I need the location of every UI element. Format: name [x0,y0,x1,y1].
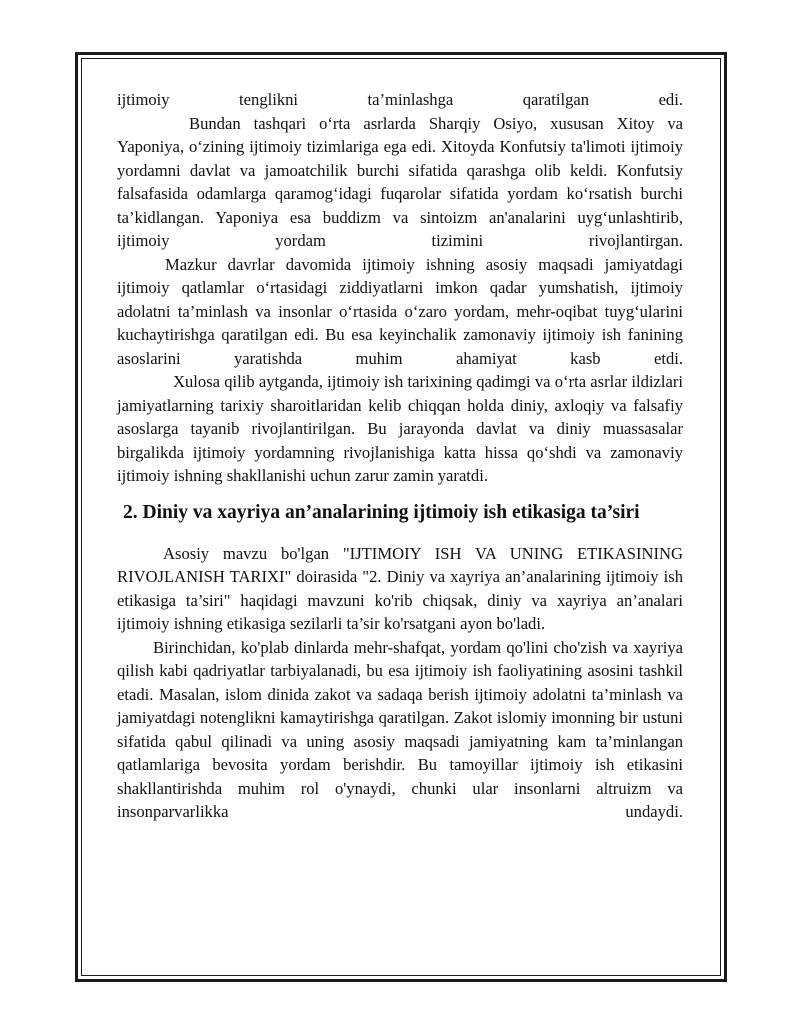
document-body [117,88,683,824]
paragraph-continuation: ijtimoiy tenglikni ta’minlashga qaratilgan edi. [117,90,683,109]
paragraph-firstly: Birinchidan, ko'plab dinlarda mehr-shafqat, yordam qo'lini cho'zish va xayriya qilish kabi qadriyatlar tarbiyalanadi, bu esa ijtimoiy ish faoliyatining asosini tashkil etadi. Masalan, islom dinida zakot va sadaqa berish ijtimoiy adolatni ta’minlash va jamiyatdagi notenglikni kamaytirishga qaratilgan. Zakot islomiy imonning bir ustuni sifatida qabul qilinadi va uning asosiy maqsadi jamiyatning kam ta’minlangan qatlamlariga bevosita yordam berishdir. Bu tamoyillar ijtimoiy ish etikasini shakllantirishda muhim rol o'ynaydi, chunki ular insonlarni altruizm va insonparvarlikka undaydi. [117,637,683,821]
paragraph-purpose: Mazkur davrlar davomida ijtimoiy ishning asosiy maqsadi jamiyatdagi ijtimoiy qatlamlar o‘rtasidagi ziddiyatlarni imkon qadar yumshatish, ijtimoiy adolatni ta’minlash va insonlar o‘rtasida o‘zaro yordam, mehr-oqibat tuyg‘ularini kuchaytirishga qaratilgan edi. Bu esa keyinchalik zamonaviy ijtimoiy ish fanining asoslarini yaratishda muhim ahamiyat kasb etdi. [117,254,683,368]
paragraph-intro: Asosiy mavzu bo'lgan "IJTIMOIY ISH VA UNING ETIKASINING RIVOJLANISH TARIXI" doirasida "2. Diniy va xayriya an’analarining ijtimoiy ish etikasiga ta’siri" haqidagi mavzuni ko'rib chiqsak, diniy va xayriya an’analari ijtimoiy ishning etikasiga sezilarli ta’sir ko'rsatgani ayon bo'ladi. [117,543,683,633]
section-heading: 2. Diniy va xayriya an’analarining ijtimoiy ish etikasiga ta’siri [123,501,640,523]
paragraph-east-asia: Bundan tashqari o‘rta asrlarda Sharqiy Osiyo, xususan Xitoy va Yaponiya, o‘zining ijtimoiy tizimlariga ega edi. Xitoyda Konfutsiy ta'limoti ijtimoiy yordamni davlat va jamoatchilik burchi sifatida qarashga olib keldi. Konfutsiy falsafasida odamlarga qaramog‘idagi fuqarolar sifatida yordam ko‘rsatish burchi ta’kidlangan. Yaponiya esa buddizm va sintoizm an'analarini uyg‘unlashtirib, ijtimoiy yordam tizimini rivojlantirgan. [117,113,683,250]
paragraph-conclusion: Xulosa qilib aytganda, ijtimoiy ish tarixining qadimgi va o‘rta asrlar ildizlari jamiyatlarning tarixiy sharoitlaridan kelib chiqqan holda diniy, axloqiy va falsafiy asoslarga tayanib rivojlantirilgan. Bu jarayonda davlat va diniy muassasalar birgalikda ijtimoiy yordamning rivojlanishiga katta hissa qo‘shdi va zamonaviy ijtimoiy ishning shakllanishi uchun zarur zamin yaratdi. [117,372,683,485]
